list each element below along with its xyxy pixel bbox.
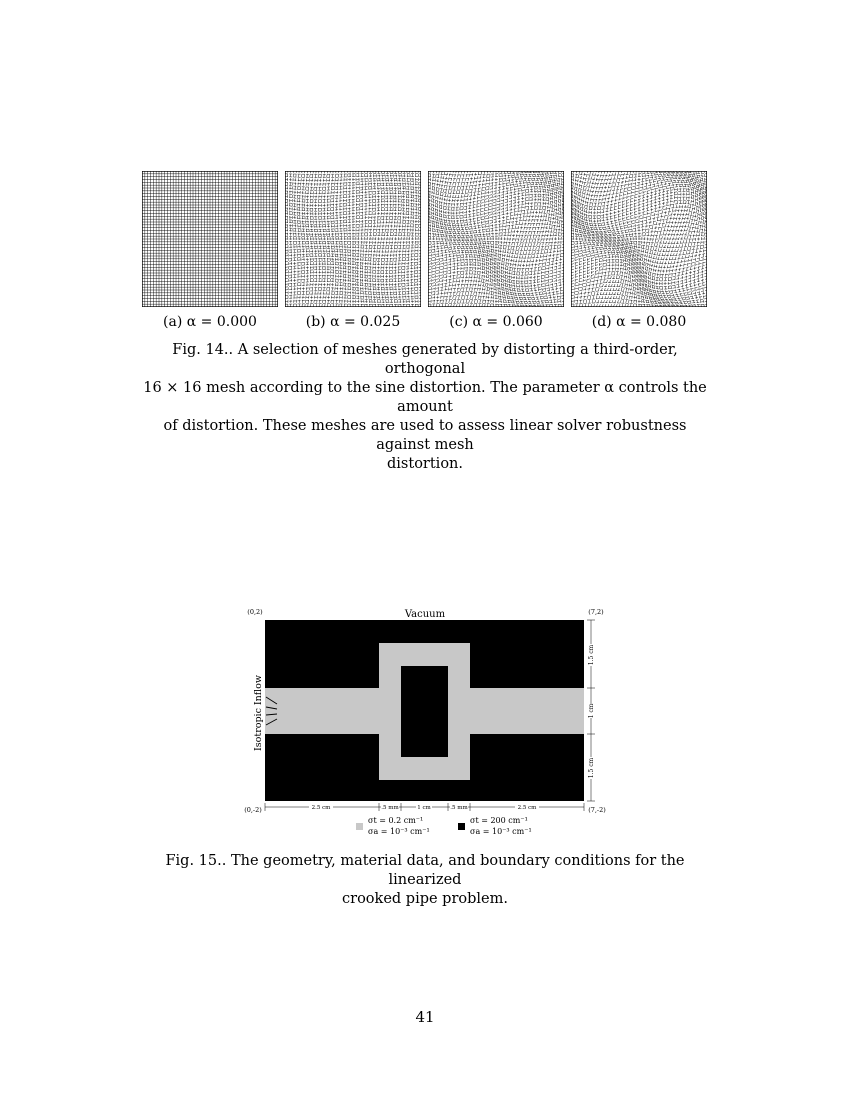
legend-pipe-sigma-a: σa = 10⁻³ cm⁻¹: [368, 827, 430, 836]
subfigure-label-a: (a) α = 0.000: [163, 314, 257, 330]
dim-bottom-3: 1 cm: [417, 805, 431, 811]
dim-bottom-2: .5 mm: [381, 805, 399, 811]
dim-bottom-4: .5 mm: [450, 805, 468, 811]
subfigure-label-b: (b) α = 0.025: [305, 314, 401, 330]
legend-swatch-absorber: [458, 823, 465, 830]
caption-line: crooked pipe problem.: [342, 891, 508, 907]
fig15-caption: [130, 852, 720, 909]
caption-line: 16 × 16 mesh according to the sine distortion. The parameter α controls the amount: [143, 380, 707, 415]
mesh-line: [375, 171, 381, 307]
fig14-caption: [140, 341, 710, 474]
legend-pipe-sigma-t: σt = 0.2 cm⁻¹: [368, 816, 424, 825]
caption-line: Fig. 15.. The geometry, material data, and boundary conditions for the linearized: [165, 853, 685, 888]
subfigure-label-d: (d) α = 0.080: [591, 314, 687, 330]
dim-right-mid: 1 cm: [588, 703, 595, 719]
mesh-line: [355, 171, 356, 307]
legend-swatch-pipe: [356, 823, 363, 830]
subfigure-label-c: (c) α = 0.060: [449, 314, 543, 330]
dim-right-top: 1.5 cm: [588, 644, 595, 666]
legend-absorber-sigma-a: σa = 10⁻³ cm⁻¹: [470, 827, 532, 836]
mesh-line: [285, 210, 421, 216]
mesh-b: [285, 171, 421, 307]
corner-label-tr: (7,2): [588, 608, 604, 616]
corner-label-br: (7,-2): [588, 806, 606, 814]
mesh-a: [142, 171, 278, 307]
dim-bottom-1: 2.5 cm: [311, 805, 331, 811]
caption-line: of distortion. These meshes are used to assess linear solver robustness against mesh: [163, 418, 687, 453]
caption-line: distortion.: [387, 456, 463, 472]
mesh-line: [285, 236, 421, 237]
dim-bottom-5: 2.5 cm: [517, 805, 537, 811]
page-number: 41: [415, 1008, 435, 1026]
inflow-label: Isotropic Inflow: [253, 675, 264, 751]
caption-line: Fig. 14.. A selection of meshes generated by distorting a third-order, orthogonal: [172, 342, 678, 377]
mesh-c: [428, 171, 564, 307]
corner-label-tl: (0,2): [247, 608, 263, 616]
corner-label-bl: (0,-2): [244, 806, 262, 814]
dim-right-bot: 1.5 cm: [588, 757, 595, 779]
mesh-d: [571, 171, 707, 307]
crooked-pipe-diagram: [240, 600, 620, 845]
mesh-line: [428, 213, 564, 226]
mesh-line: [509, 171, 522, 307]
vacuum-label: Vacuum: [404, 609, 446, 620]
legend-absorber-sigma-t: σt = 200 cm⁻¹: [470, 816, 528, 825]
